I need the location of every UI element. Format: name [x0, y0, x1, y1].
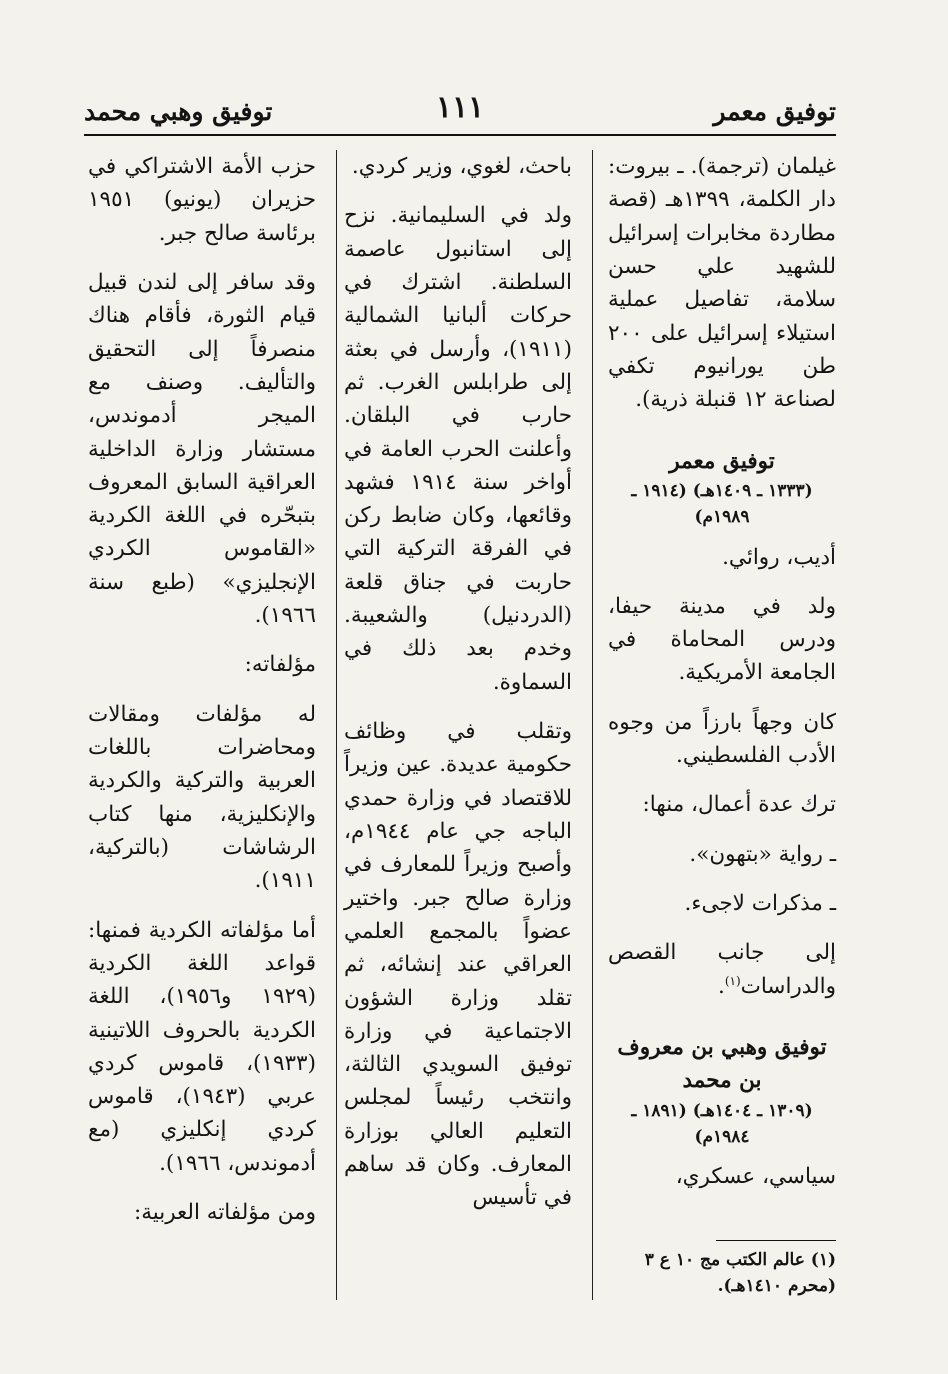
- column-divider-right: [592, 150, 593, 1300]
- paragraph: [608, 936, 836, 1003]
- paragraph: ومن مؤلفاته العربية:: [133, 1200, 316, 1226]
- entry-dates: (١٣٣٣ ـ ١٤٠٩هـ) (١٩١٤ ـ ١٩٨٩م): [631, 480, 813, 528]
- paragraph: أديب، روائي.: [722, 544, 836, 570]
- column-divider-left: [336, 150, 337, 1300]
- list-item: ـ رواية «بتهون».: [689, 841, 836, 867]
- entry-title: توفيق وهبي بن معروف بن محمد: [617, 1034, 827, 1094]
- paragraph-end: .: [717, 973, 725, 999]
- column-left: [88, 150, 316, 1245]
- paragraph: وقد سافر إلى لندن قبيل قيام الثورة، فأقام هناك منصرفاً إلى التحقيق والتأليف. وصنف مع الميجر أدموندس، مستشار وزارة الداخلية العراقية السابق المعروف بتبحّره في اللغة الكردية «القاموس الكردي الإنجليزي» (طبع سنة ١٩٦٦).: [88, 269, 316, 629]
- paragraph: ولد في مدينة حيفا، ودرس المحاماة في الجامعة الأمريكية.: [608, 593, 836, 686]
- footnote: (١) عالم الكتب مج ١٠ ع ٣ (محرم ١٤١٠هـ).: [644, 1250, 836, 1296]
- page-number: ١١١: [435, 90, 485, 125]
- list-item: ـ مذكرات لاجىء.: [684, 891, 836, 916]
- header-right-title: توفيق معمر: [713, 96, 836, 126]
- footnote-divider: [716, 1240, 836, 1241]
- paragraph: أما مؤلفاته الكردية فمنها: قواعد اللغة الكردية (١٩٢٩ و١٩٥٦)، اللغة الكردية بالحروف اللاتينية (١٩٣٣)، قاموس كردي عربي (١٩٤٣)، قاموس كردي إنكليزي (مع أدموندس، ١٩٦٦).: [88, 917, 316, 1176]
- paragraph: سياسي، عسكري،: [675, 1164, 836, 1190]
- column-middle: [344, 150, 572, 1231]
- paragraph: له مؤلفات ومقالات ومحاضرات باللغات العربية والتركية والكردية والإنكليزية، منها كتاب الرشاشات (بالتركية، ١٩١١).: [88, 701, 316, 894]
- section-heading: مؤلفاته:: [244, 652, 316, 678]
- column-right: [608, 150, 836, 1210]
- paragraph: حزب الأمة الاشتراكي في حزيران (يونيو) ١٩٥١ برئاسة صالح جبر.: [88, 154, 316, 246]
- paragraph: كان وجهاً بارزاً من وجوه الأدب الفلسطيني.: [608, 709, 836, 769]
- paragraph-text: إلى جانب القصص والدراسات: [608, 940, 836, 999]
- paragraph: ترك عدة أعمال، منها:: [642, 792, 836, 818]
- footnote-ref: (١): [724, 973, 741, 988]
- entry-title: توفيق معمر: [669, 448, 775, 474]
- entry-dates: (١٣٠٩ ـ ١٤٠٤هـ) (١٨٩١ ـ ١٩٨٤م): [631, 1100, 813, 1147]
- paragraph: ولد في السليمانية. نزح إلى استانبول عاصمة السلطنة. اشترك في حركات ألبانيا الشمالية (١٩١١)، وأرسل في بعثة إلى طرابلس الغرب. ثم حارب في البلقان. وأعلنت الحرب العامة في أواخر سنة ١٩١٤ فشهد وقائعها، وكان ضابط ركن في الفرقة التركية التي حاربت في جناق قلعة (الدردنيل) والشعيبة. وخدم بعد ذلك في السماوة.: [344, 203, 572, 695]
- header-left-title: توفيق وهبي محمد: [84, 96, 273, 126]
- paragraph: باحث، لغوي، وزير كردي.: [351, 154, 572, 179]
- paragraph: وتقلب في وظائف حكومية عديدة. عين وزيراً للاقتصاد في وزارة حمدي الباجه جي عام ١٩٤٤م، وأصبح وزيراً للمعارف في وزارة صالح جبر. واختير عضواً بالمجمع العلمي العراقي عند إنشائه، ثم تقلد وزارة الشؤون الاجتماعية في وزارة توفيق السويدي الثالثة، وانتخب رئيساً لمجلس التعليم العالي بوزارة المعارف. وكان قد ساهم في تأسيس: [344, 719, 572, 1211]
- paragraph: غيلمان (ترجمة). ـ بيروت: دار الكلمة، ١٣٩٩هـ (قصة مطاردة مخابرات إسرائيل للشهيد علي حسن سلامة، تفاصيل عملية استيلاء إسرائيل على ٢٠٠ طن يورانيوم تكفي لصناعة ١٢ قنبلة ذرية).: [608, 154, 836, 413]
- page-header: [84, 88, 836, 136]
